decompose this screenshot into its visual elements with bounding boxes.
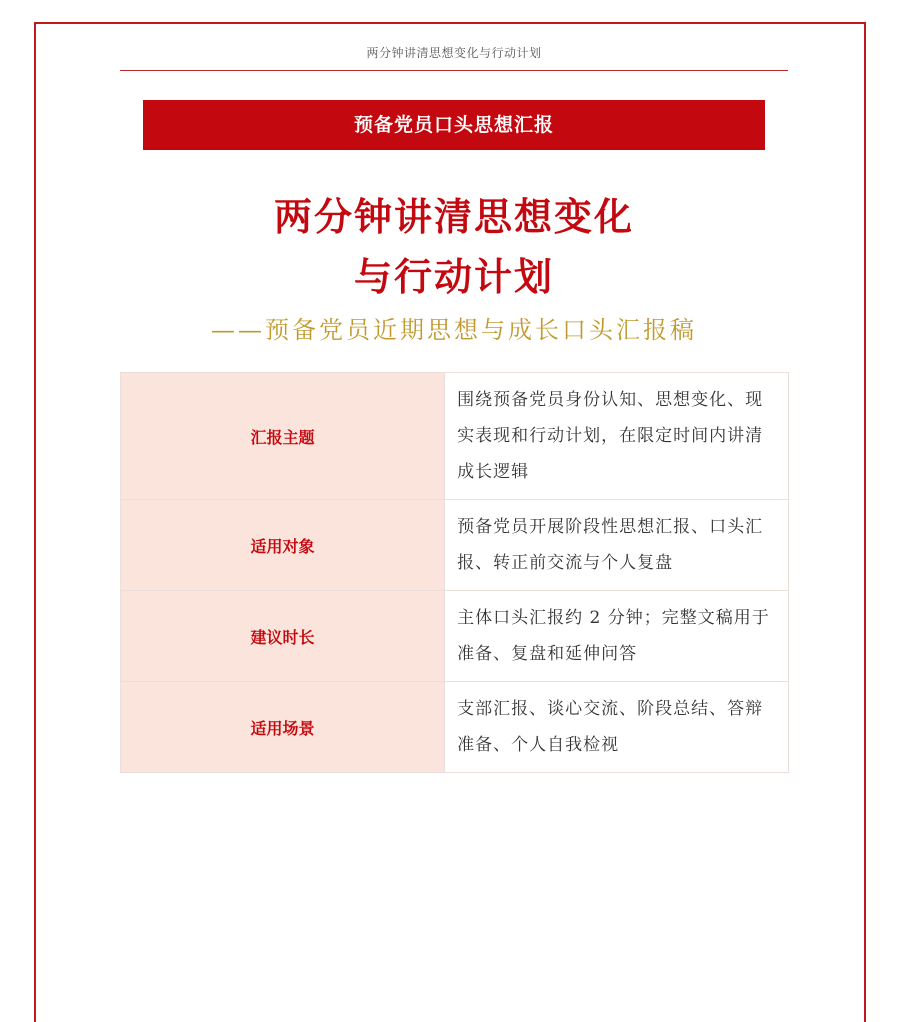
section-banner: 预备党员口头思想汇报 xyxy=(143,100,765,150)
row-key: 建议时长 xyxy=(121,591,445,682)
document-title-line-1: 两分钟讲清思想变化 xyxy=(273,195,634,239)
running-header: 两分钟讲清思想变化与行动计划 xyxy=(366,46,542,60)
table-row xyxy=(121,682,789,773)
table-row xyxy=(121,591,789,682)
row-value: 支部汇报、谈心交流、阶段总结、答辩准备、个人自我检视 xyxy=(445,682,789,773)
info-table xyxy=(120,372,789,773)
document-subtitle: ——预备党员近期思想与成长口头汇报稿 xyxy=(211,316,697,344)
table-row xyxy=(121,500,789,591)
row-value: 围绕预备党员身份认知、思想变化、现实表现和行动计划，在限定时间内讲清成长逻辑 xyxy=(445,373,789,500)
document-title-line-2: 与行动计划 xyxy=(353,255,554,299)
row-value: 预备党员开展阶段性思想汇报、口头汇报、转正前交流与个人复盘 xyxy=(445,500,789,591)
row-key: 汇报主题 xyxy=(121,373,445,500)
row-value: 主体口头汇报约 2 分钟；完整文稿用于准备、复盘和延伸问答 xyxy=(445,591,789,682)
row-key: 适用对象 xyxy=(121,500,445,591)
table-row xyxy=(121,373,789,500)
header-divider xyxy=(120,70,788,71)
row-key: 适用场景 xyxy=(121,682,445,773)
